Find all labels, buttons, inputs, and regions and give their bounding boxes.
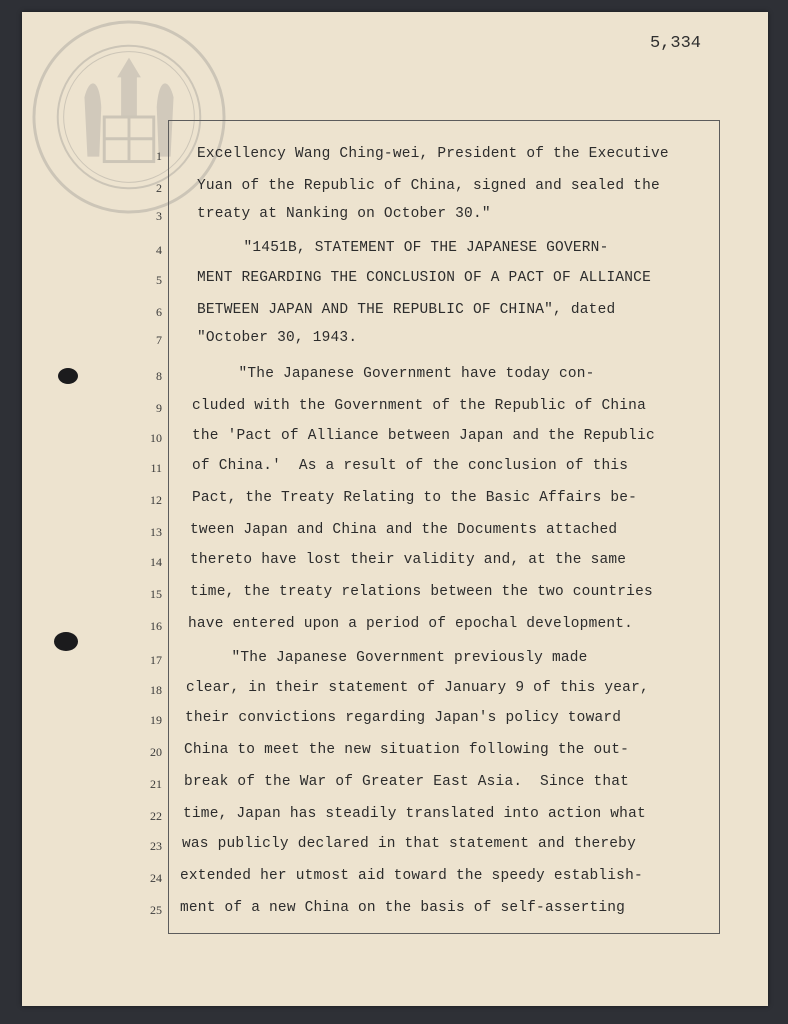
document-line: Pact, the Treaty Relating to the Basic Affairs be-: [192, 490, 638, 506]
line-number: 20: [150, 745, 162, 759]
document-line: have entered upon a period of epochal development.: [188, 616, 634, 632]
document-line: "1451B, STATEMENT OF THE JAPANESE GOVERN-: [199, 240, 609, 256]
line-number: 24: [150, 871, 162, 885]
document-line: time, the treaty relations between the two countries: [190, 584, 653, 600]
line-number: 6: [156, 305, 162, 319]
line-number: 16: [150, 619, 162, 633]
line-number: 11: [150, 461, 162, 475]
document-page: [22, 12, 768, 1006]
line-number: 15: [150, 587, 162, 601]
line-number: 17: [150, 653, 162, 667]
line-number: 1: [156, 149, 162, 163]
document-line: of China.' As a result of the conclusion of this: [192, 458, 629, 474]
line-number: 18: [150, 683, 162, 697]
document-line: "The Japanese Government previously made: [187, 650, 588, 666]
line-number: 7: [156, 333, 162, 347]
page-number: 5,334: [650, 34, 702, 53]
line-number: 19: [150, 713, 162, 727]
document-line: "The Japanese Government have today con-: [194, 366, 595, 382]
document-line: cluded with the Government of the Republic of China: [192, 398, 646, 414]
line-number: 10: [150, 431, 162, 445]
line-number: 2: [156, 181, 162, 195]
document-line: China to meet the new situation following the out-: [184, 742, 630, 758]
line-number: 25: [150, 903, 162, 917]
line-number: 3: [156, 209, 162, 223]
line-number: 5: [156, 273, 162, 287]
line-number: 14: [150, 555, 162, 569]
punch-hole: [58, 368, 78, 384]
line-number: 22: [150, 809, 162, 823]
punch-hole: [54, 632, 78, 651]
line-number: 4: [156, 243, 162, 257]
document-line: "October 30, 1943.: [197, 330, 358, 346]
document-line: treaty at Nanking on October 30.": [197, 206, 491, 222]
document-line: thereto have lost their validity and, at the same: [190, 552, 627, 568]
document-line: tween Japan and China and the Documents attached: [190, 522, 618, 538]
document-line: Yuan of the Republic of China, signed and sealed the: [197, 178, 660, 194]
document-line: was publicly declared in that statement and thereby: [182, 836, 636, 852]
document-line: BETWEEN JAPAN AND THE REPUBLIC OF CHINA", dated: [197, 302, 616, 318]
line-number: 9: [156, 401, 162, 415]
document-line: the 'Pact of Alliance between Japan and the Republic: [192, 428, 655, 444]
line-number: 13: [150, 525, 162, 539]
document-line: clear, in their statement of January 9 of this year,: [186, 680, 649, 696]
document-line: break of the War of Greater East Asia. Since that: [184, 774, 630, 790]
document-line: their convictions regarding Japan's policy toward: [185, 710, 622, 726]
document-line: time, Japan has steadily translated into action what: [183, 806, 646, 822]
document-line: extended her utmost aid toward the speedy establish-: [180, 868, 643, 884]
line-number: 8: [156, 369, 162, 383]
line-number: 23: [150, 839, 162, 853]
line-number: 12: [150, 493, 162, 507]
document-line: ment of a new China on the basis of self-asserting: [180, 900, 626, 916]
line-number: 21: [150, 777, 162, 791]
document-line: Excellency Wang Ching-wei, President of the Executive: [197, 146, 669, 162]
document-line: MENT REGARDING THE CONCLUSION OF A PACT OF ALLIANCE: [197, 270, 651, 286]
